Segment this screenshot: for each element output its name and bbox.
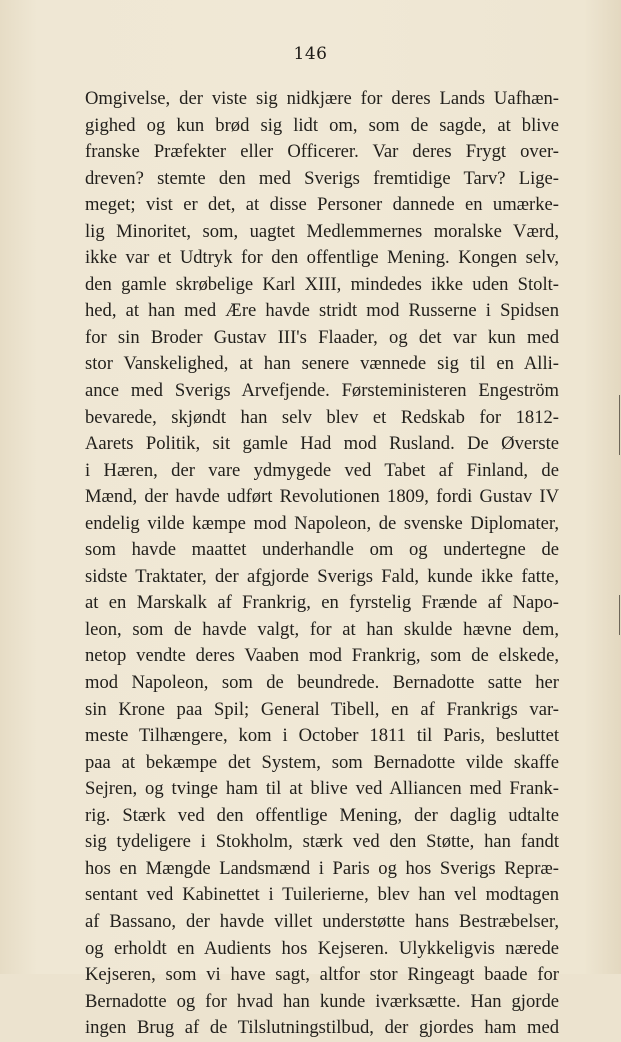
text-line: og erholdt en Audients hos Kejseren. Ulykkeligvis nærede <box>85 937 559 959</box>
text-line: endelig vilde kæmpe mod Napoleon, de svenske Diplomater, <box>85 512 559 534</box>
page-number: 146 <box>293 44 328 64</box>
text-line: franske Præfekter eller Officerer. Var deres Frygt over- <box>85 141 559 163</box>
text-line: netop vendte deres Vaaben mod Frankrig, som de elskede, <box>85 645 559 667</box>
text-line: dreven? stemte den med Sverigs fremtidige Tarv? Lige- <box>85 167 559 189</box>
text-line: Bernadotte og for hvad han kunde iværksætte. Han gjorde <box>85 990 559 1012</box>
text-line: som havde maattet underhandle om og undertegne de <box>85 539 559 561</box>
text-line: meste Tilhængere, kom i October 1811 til Paris, besluttet <box>85 725 559 747</box>
page-edge-mark <box>619 395 620 455</box>
text-line: hos en Mængde Landsmænd i Paris og hos Sverigs Repræ- <box>85 857 559 879</box>
text-line: ikke var et Udtryk for den offentlige Mening. Kongen selv, <box>85 247 559 269</box>
text-line: leon, som de havde valgt, for at han skulde hævne dem, <box>85 618 559 640</box>
text-line: sentant ved Kabinettet i Tuilerierne, blev han vel modtagen <box>85 884 559 906</box>
text-line: Kejseren, som vi have sagt, altfor stor Ringeagt baade for <box>85 964 559 986</box>
text-line: bevarede, skjøndt han selv blev et Redskab for 1812- <box>85 406 559 428</box>
text-line: stor Vanskelighed, at han senere vænnede sig til en Alli- <box>85 353 559 375</box>
text-line: meget; vist er det, at disse Personer dannede en umærke- <box>85 194 559 216</box>
text-line: Omgivelse, der viste sig nidkjære for deres Lands Uafhæn- <box>85 88 559 109</box>
text-line: sidste Traktater, der afgjorde Sverigs Fald, kunde ikke fatte, <box>85 565 559 587</box>
text-line: sig tydeligere i Stokholm, stærk ved den Støtte, han fandt <box>85 831 559 853</box>
text-line: den gamle skrøbelige Karl XIII, mindedes ikke uden Stolt- <box>85 273 559 295</box>
text-line: for sin Broder Gustav III's Flaader, og det var kun med <box>85 326 559 348</box>
text-line: sin Krone paa Spil; General Tibell, en af Frankrigs var- <box>85 698 559 720</box>
text-line: ingen Brug af de Tilslutningstilbud, der gjordes ham med <box>85 1017 559 1039</box>
text-line: Aarets Politik, sit gamle Had mod Rusland. De Øverste <box>85 433 559 455</box>
text-line: at en Marskalk af Frankrig, en fyrstelig Frænde af Napo- <box>85 592 559 614</box>
text-line: gighed og kun brød sig lidt om, som de sagde, at blive <box>85 114 559 136</box>
text-line: hed, at han med Ære havde stridt mod Russerne i Spidsen <box>85 300 559 322</box>
text-line: ance med Sverigs Arvefjende. Førsteministeren Engeström <box>85 380 559 402</box>
text-line: rig. Stærk ved den offentlige Mening, der daglig udtalte <box>85 804 559 826</box>
page-edge-mark <box>619 595 620 635</box>
text-line: mod Napoleon, som de beundrede. Bernadotte satte her <box>85 672 559 694</box>
text-line: Mænd, der havde udført Revolutionen 1809, fordi Gustav IV <box>85 486 559 508</box>
body-text <box>85 86 559 1042</box>
text-line: af Bassano, der havde villet understøtte hans Bestræbelser, <box>85 910 559 932</box>
text-line: lig Minoritet, som, uagtet Medlemmernes moralske Værd, <box>85 220 559 242</box>
text-line: paa at bekæmpe det System, som Bernadotte vilde skaffe <box>85 751 559 773</box>
text-line: i Hæren, der vare ydmygede ved Tabet af Finland, de <box>85 459 559 481</box>
text-line: Sejren, og tvinge ham til at blive ved Alliancen med Frank- <box>85 778 559 800</box>
